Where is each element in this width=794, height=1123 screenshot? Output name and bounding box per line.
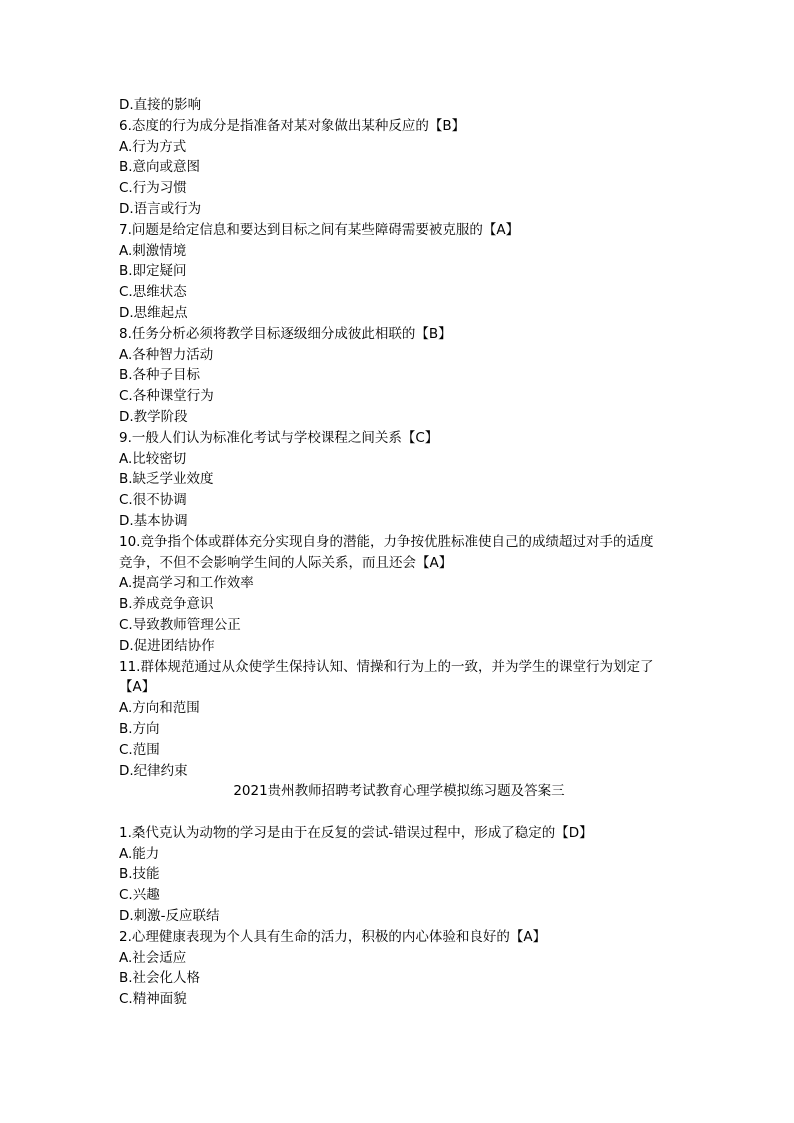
question-line: 1.桑代克认为动物的学习是由于在反复的尝试-错误过程中，形成了稳定的【D】	[119, 824, 593, 841]
option-line: C.很不协调	[119, 492, 187, 509]
option-line: B.方向	[119, 720, 160, 737]
option-line: D.促进团结协作	[119, 637, 215, 654]
question-block-2	[119, 823, 679, 1010]
blank-line	[119, 802, 679, 823]
question-line: 9.一般人们认为标准化考试与学校课程之间关系【C】	[119, 429, 439, 446]
question-line: 11.群体规范通过从众使学生保持认知、情操和行为上的一致，并为学生的课堂行为划定了	[119, 658, 654, 675]
option-line: B.缺乏学业效度	[119, 471, 214, 488]
option-line: C.各种课堂行为	[119, 388, 214, 405]
option-line: B.养成竞争意识	[119, 596, 214, 613]
option-line: D.刺激-反应联结	[119, 908, 220, 925]
option-line: A.社会适应	[119, 949, 187, 966]
option-line: D.教学阶段	[119, 408, 188, 425]
question-line: 6.态度的行为成分是指准备对某对象做出某种反应的【B】	[119, 117, 466, 134]
option-line: D.基本协调	[119, 512, 188, 529]
option-line: B.各种子目标	[119, 367, 201, 384]
question-line: 8.任务分析必须将教学目标逐级细分成彼此相联的【B】	[119, 325, 452, 342]
option-line: C.导致教师管理公正	[119, 616, 241, 633]
option-line: A.行为方式	[119, 138, 187, 155]
option-line: C.思维状态	[119, 284, 187, 301]
option-line: A.比较密切	[119, 450, 187, 467]
option-line: C.范围	[119, 741, 160, 758]
section-heading: 2021贵州教师招聘考试教育心理学模拟练习题及答案三	[233, 783, 565, 800]
option-line: A.方向和范围	[119, 700, 200, 717]
option-line: A.能力	[119, 845, 160, 862]
question-block-1	[119, 95, 679, 781]
option-line: C.精神面貌	[119, 991, 187, 1008]
option-line: D.纪律约束	[119, 762, 188, 779]
question-line-continued: 竞争，不但不会影响学生间的人际关系，而且还会【A】	[119, 554, 453, 571]
option-line: B.即定疑问	[119, 263, 187, 280]
option-line: A.各种智力活动	[119, 346, 214, 363]
option-line: C.兴趣	[119, 887, 160, 904]
option-line: A.刺激情境	[119, 242, 187, 259]
option-line: B.技能	[119, 866, 160, 883]
question-line: 10.竞争指个体或群体充分实现自身的潜能，力争按优胜标准使自己的成绩超过对手的适度	[119, 533, 654, 550]
option-line: D.语言或行为	[119, 200, 202, 217]
question-line-continued: 【A】	[119, 679, 156, 696]
option-line: C.行为习惯	[119, 180, 187, 197]
option-line: D.思维起点	[119, 304, 188, 321]
option-line: D.直接的影响	[119, 97, 202, 113]
question-line: 2.心理健康表现为个人具有生命的活力，积极的内心体验和良好的【A】	[119, 928, 547, 945]
option-line: B.意向或意图	[119, 159, 201, 176]
document-page	[119, 95, 679, 1010]
option-line: A.提高学习和工作效率	[119, 575, 254, 592]
question-line: 7.问题是给定信息和要达到目标之间有某些障碍需要被克服的【A】	[119, 221, 520, 238]
option-line: B.社会化人格	[119, 970, 201, 987]
